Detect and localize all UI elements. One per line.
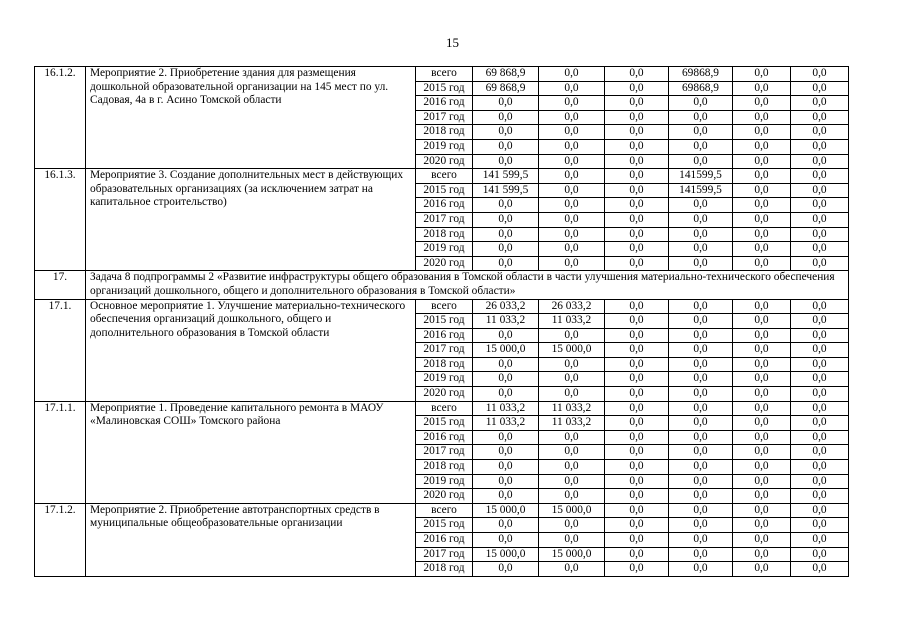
value-cell: 0,0	[539, 372, 605, 387]
table-row	[35, 503, 849, 518]
value-cell: 0,0	[669, 416, 733, 431]
year-cell: всего	[416, 401, 473, 416]
value-cell: 0,0	[669, 387, 733, 402]
value-cell: 0,0	[791, 242, 849, 257]
value-cell: 0,0	[669, 154, 733, 169]
value-cell: 0,0	[473, 139, 539, 154]
value-cell: 0,0	[473, 445, 539, 460]
value-cell: 0,0	[605, 256, 669, 271]
value-cell: 0,0	[605, 489, 669, 504]
value-cell: 0,0	[605, 474, 669, 489]
value-cell: 0,0	[605, 430, 669, 445]
value-cell: 0,0	[605, 562, 669, 577]
value-cell: 0,0	[733, 96, 791, 111]
value-cell: 0,0	[473, 96, 539, 111]
value-cell: 0,0	[669, 227, 733, 242]
value-cell: 0,0	[733, 372, 791, 387]
value-cell: 0,0	[733, 503, 791, 518]
value-cell: 0,0	[733, 227, 791, 242]
value-cell: 0,0	[733, 169, 791, 184]
value-cell: 0,0	[669, 372, 733, 387]
value-cell: 141599,5	[669, 183, 733, 198]
value-cell: 0,0	[605, 460, 669, 475]
value-cell: 0,0	[791, 328, 849, 343]
value-cell: 0,0	[733, 489, 791, 504]
value-cell: 0,0	[791, 139, 849, 154]
value-cell: 0,0	[733, 562, 791, 577]
year-cell: всего	[416, 299, 473, 314]
value-cell: 0,0	[473, 212, 539, 227]
year-cell: 2019 год	[416, 372, 473, 387]
value-cell: 0,0	[733, 198, 791, 213]
value-cell: 0,0	[539, 81, 605, 96]
value-cell: 0,0	[733, 125, 791, 140]
value-cell: 0,0	[791, 198, 849, 213]
value-cell: 0,0	[733, 242, 791, 257]
value-cell: 0,0	[539, 256, 605, 271]
value-cell: 0,0	[473, 460, 539, 475]
value-cell: 69 868,9	[473, 67, 539, 82]
value-cell: 0,0	[605, 227, 669, 242]
value-cell: 0,0	[605, 67, 669, 82]
value-cell: 0,0	[669, 299, 733, 314]
value-cell: 0,0	[791, 212, 849, 227]
value-cell: 0,0	[605, 242, 669, 257]
value-cell: 0,0	[605, 533, 669, 548]
value-cell: 0,0	[539, 562, 605, 577]
value-cell: 0,0	[539, 227, 605, 242]
value-cell: 0,0	[605, 81, 669, 96]
value-cell: 11 033,2	[539, 416, 605, 431]
value-cell: 0,0	[733, 81, 791, 96]
year-cell: 2015 год	[416, 183, 473, 198]
value-cell: 0,0	[669, 445, 733, 460]
value-cell: 0,0	[669, 198, 733, 213]
value-cell: 0,0	[473, 533, 539, 548]
value-cell: 0,0	[473, 154, 539, 169]
value-cell: 0,0	[605, 110, 669, 125]
value-cell: 15 000,0	[539, 547, 605, 562]
value-cell: 0,0	[605, 372, 669, 387]
value-cell: 0,0	[605, 503, 669, 518]
value-cell: 0,0	[539, 430, 605, 445]
value-cell: 0,0	[539, 96, 605, 111]
year-cell: 2015 год	[416, 416, 473, 431]
value-cell: 0,0	[669, 125, 733, 140]
value-cell: 0,0	[539, 110, 605, 125]
value-cell: 0,0	[733, 139, 791, 154]
value-cell: 0,0	[791, 533, 849, 548]
value-cell: 0,0	[473, 372, 539, 387]
value-cell: 0,0	[669, 242, 733, 257]
value-cell: 0,0	[539, 198, 605, 213]
value-cell: 0,0	[605, 518, 669, 533]
value-cell: 0,0	[473, 110, 539, 125]
value-cell: 141599,5	[669, 169, 733, 184]
value-cell: 0,0	[669, 110, 733, 125]
year-cell: 2018 год	[416, 562, 473, 577]
value-cell: 0,0	[605, 96, 669, 111]
value-cell: 0,0	[791, 503, 849, 518]
value-cell: 15 000,0	[473, 547, 539, 562]
value-cell: 0,0	[791, 169, 849, 184]
value-cell: 0,0	[733, 314, 791, 329]
value-cell: 0,0	[539, 328, 605, 343]
year-cell: 2019 год	[416, 139, 473, 154]
year-cell: всего	[416, 503, 473, 518]
value-cell: 0,0	[669, 139, 733, 154]
value-cell: 0,0	[733, 154, 791, 169]
value-cell: 15 000,0	[473, 503, 539, 518]
budget-table	[34, 66, 849, 577]
value-cell: 0,0	[733, 67, 791, 82]
value-cell: 0,0	[605, 169, 669, 184]
year-cell: 2016 год	[416, 533, 473, 548]
row-number: 16.1.2.	[35, 67, 86, 169]
value-cell: 0,0	[473, 125, 539, 140]
value-cell: 0,0	[473, 562, 539, 577]
row-number: 16.1.3.	[35, 169, 86, 271]
value-cell: 0,0	[791, 372, 849, 387]
value-cell: 0,0	[791, 430, 849, 445]
value-cell: 0,0	[473, 357, 539, 372]
value-cell: 0,0	[791, 125, 849, 140]
value-cell: 11 033,2	[473, 314, 539, 329]
value-cell: 0,0	[605, 357, 669, 372]
value-cell: 0,0	[791, 445, 849, 460]
measure-name: Мероприятие 2. Приобретение здания для размещения дошкольной образовательной организации на 145 мест по ул. Садовая, 4а в г. Асино Томской области	[86, 67, 416, 169]
value-cell: 0,0	[605, 183, 669, 198]
year-cell: 2016 год	[416, 96, 473, 111]
year-cell: 2017 год	[416, 547, 473, 562]
value-cell: 0,0	[733, 518, 791, 533]
year-cell: 2017 год	[416, 110, 473, 125]
year-cell: 2020 год	[416, 256, 473, 271]
value-cell: 0,0	[791, 110, 849, 125]
value-cell: 0,0	[669, 314, 733, 329]
value-cell: 0,0	[669, 357, 733, 372]
value-cell: 0,0	[669, 212, 733, 227]
value-cell: 0,0	[791, 256, 849, 271]
value-cell: 0,0	[539, 460, 605, 475]
value-cell: 0,0	[539, 387, 605, 402]
value-cell: 0,0	[791, 357, 849, 372]
value-cell: 0,0	[473, 227, 539, 242]
value-cell: 11 033,2	[539, 401, 605, 416]
value-cell: 0,0	[539, 445, 605, 460]
table-row	[35, 169, 849, 184]
measure-name: Мероприятие 1. Проведение капитального ремонта в МАОУ «Малиновская СОШ» Томского района	[86, 401, 416, 503]
value-cell: 0,0	[605, 387, 669, 402]
year-cell: 2015 год	[416, 314, 473, 329]
value-cell: 11 033,2	[473, 401, 539, 416]
value-cell: 0,0	[791, 562, 849, 577]
value-cell: 0,0	[605, 125, 669, 140]
value-cell: 0,0	[791, 460, 849, 475]
value-cell: 0,0	[791, 489, 849, 504]
value-cell: 0,0	[791, 314, 849, 329]
year-cell: 2015 год	[416, 518, 473, 533]
value-cell: 0,0	[669, 562, 733, 577]
value-cell: 0,0	[733, 533, 791, 548]
row-number: 17.1.1.	[35, 401, 86, 503]
value-cell: 0,0	[605, 299, 669, 314]
value-cell: 0,0	[539, 154, 605, 169]
value-cell: 0,0	[733, 110, 791, 125]
value-cell: 0,0	[791, 67, 849, 82]
value-cell: 0,0	[733, 387, 791, 402]
value-cell: 0,0	[733, 445, 791, 460]
value-cell: 0,0	[539, 357, 605, 372]
year-cell: 2017 год	[416, 343, 473, 358]
value-cell: 0,0	[539, 518, 605, 533]
value-cell: 11 033,2	[473, 416, 539, 431]
value-cell: 0,0	[473, 198, 539, 213]
year-cell: 2020 год	[416, 387, 473, 402]
value-cell: 0,0	[605, 198, 669, 213]
value-cell: 0,0	[473, 242, 539, 257]
year-cell: 2015 год	[416, 81, 473, 96]
value-cell: 0,0	[733, 212, 791, 227]
table-row	[35, 401, 849, 416]
value-cell: 0,0	[539, 212, 605, 227]
value-cell: 0,0	[539, 183, 605, 198]
value-cell: 0,0	[605, 154, 669, 169]
value-cell: 0,0	[733, 256, 791, 271]
value-cell: 0,0	[791, 81, 849, 96]
year-cell: 2016 год	[416, 328, 473, 343]
value-cell: 0,0	[473, 430, 539, 445]
value-cell: 26 033,2	[539, 299, 605, 314]
value-cell: 0,0	[473, 256, 539, 271]
value-cell: 0,0	[605, 547, 669, 562]
value-cell: 0,0	[539, 169, 605, 184]
value-cell: 0,0	[669, 430, 733, 445]
year-cell: 2020 год	[416, 154, 473, 169]
value-cell: 0,0	[605, 416, 669, 431]
measure-name: Мероприятие 3. Создание дополнительных мест в действующих образовательных организациях (за исключением затрат на капитальное строительство)	[86, 169, 416, 271]
task-title: Задача 8 подпрограммы 2 «Развитие инфраструктуры общего образования в Томской области в части улучшения материально-технического обеспечения организаций дошкольного, общего и дополнительного образования в Томской области»	[86, 271, 849, 299]
value-cell: 0,0	[539, 242, 605, 257]
value-cell: 141 599,5	[473, 183, 539, 198]
value-cell: 0,0	[605, 314, 669, 329]
value-cell: 15 000,0	[473, 343, 539, 358]
value-cell: 0,0	[539, 489, 605, 504]
value-cell: 0,0	[733, 401, 791, 416]
year-cell: 2018 год	[416, 460, 473, 475]
value-cell: 0,0	[669, 533, 733, 548]
value-cell: 69 868,9	[473, 81, 539, 96]
value-cell: 0,0	[605, 343, 669, 358]
year-cell: 2019 год	[416, 474, 473, 489]
value-cell: 0,0	[791, 343, 849, 358]
value-cell: 0,0	[733, 416, 791, 431]
task-row	[35, 271, 849, 299]
table-row	[35, 299, 849, 314]
year-cell: 2018 год	[416, 125, 473, 140]
value-cell: 0,0	[669, 343, 733, 358]
value-cell: 0,0	[605, 328, 669, 343]
value-cell: 15 000,0	[539, 343, 605, 358]
value-cell: 0,0	[669, 256, 733, 271]
value-cell: 0,0	[539, 533, 605, 548]
row-number: 17.	[35, 271, 86, 299]
row-number: 17.1.2.	[35, 503, 86, 576]
value-cell: 0,0	[605, 445, 669, 460]
value-cell: 0,0	[669, 96, 733, 111]
value-cell: 0,0	[539, 139, 605, 154]
year-cell: 2020 год	[416, 489, 473, 504]
value-cell: 0,0	[733, 183, 791, 198]
value-cell: 141 599,5	[473, 169, 539, 184]
measure-name: Основное мероприятие 1. Улучшение материально-технического обеспечения организаций дошкольного, общего и дополнительного образования в Томской области	[86, 299, 416, 401]
value-cell: 0,0	[669, 401, 733, 416]
year-cell: 2018 год	[416, 357, 473, 372]
year-cell: 2016 год	[416, 198, 473, 213]
value-cell: 0,0	[791, 416, 849, 431]
value-cell: 0,0	[733, 474, 791, 489]
value-cell: 11 033,2	[539, 314, 605, 329]
measure-name: Мероприятие 2. Приобретение автотранспортных средств в муниципальные общеобразовательные организации	[86, 503, 416, 576]
value-cell: 0,0	[791, 474, 849, 489]
year-cell: 2018 год	[416, 227, 473, 242]
value-cell: 0,0	[669, 503, 733, 518]
value-cell: 0,0	[791, 401, 849, 416]
value-cell: 0,0	[669, 474, 733, 489]
value-cell: 0,0	[605, 212, 669, 227]
value-cell: 0,0	[733, 547, 791, 562]
value-cell: 0,0	[733, 299, 791, 314]
value-cell: 0,0	[669, 460, 733, 475]
year-cell: 2017 год	[416, 212, 473, 227]
year-cell: 2017 год	[416, 445, 473, 460]
year-cell: всего	[416, 67, 473, 82]
page-number: 15	[446, 35, 459, 50]
value-cell: 0,0	[473, 474, 539, 489]
value-cell: 0,0	[791, 227, 849, 242]
value-cell: 0,0	[733, 328, 791, 343]
value-cell: 0,0	[791, 518, 849, 533]
value-cell: 0,0	[733, 430, 791, 445]
value-cell: 0,0	[791, 387, 849, 402]
value-cell: 0,0	[791, 154, 849, 169]
value-cell: 0,0	[669, 328, 733, 343]
value-cell: 0,0	[791, 547, 849, 562]
value-cell: 0,0	[791, 299, 849, 314]
value-cell: 0,0	[791, 183, 849, 198]
value-cell: 26 033,2	[473, 299, 539, 314]
value-cell: 69868,9	[669, 67, 733, 82]
value-cell: 0,0	[669, 489, 733, 504]
value-cell: 0,0	[539, 474, 605, 489]
value-cell: 0,0	[539, 125, 605, 140]
year-cell: 2016 год	[416, 430, 473, 445]
table-row	[35, 67, 849, 82]
value-cell: 0,0	[473, 328, 539, 343]
value-cell: 0,0	[733, 343, 791, 358]
year-cell: 2019 год	[416, 242, 473, 257]
value-cell: 0,0	[473, 518, 539, 533]
value-cell: 0,0	[669, 518, 733, 533]
year-cell: всего	[416, 169, 473, 184]
value-cell: 0,0	[473, 387, 539, 402]
value-cell: 0,0	[605, 401, 669, 416]
value-cell: 0,0	[539, 67, 605, 82]
row-number: 17.1.	[35, 299, 86, 401]
value-cell: 0,0	[669, 547, 733, 562]
value-cell: 0,0	[605, 139, 669, 154]
value-cell: 69868,9	[669, 81, 733, 96]
value-cell: 0,0	[791, 96, 849, 111]
value-cell: 0,0	[733, 357, 791, 372]
value-cell: 0,0	[473, 489, 539, 504]
value-cell: 0,0	[733, 460, 791, 475]
value-cell: 15 000,0	[539, 503, 605, 518]
